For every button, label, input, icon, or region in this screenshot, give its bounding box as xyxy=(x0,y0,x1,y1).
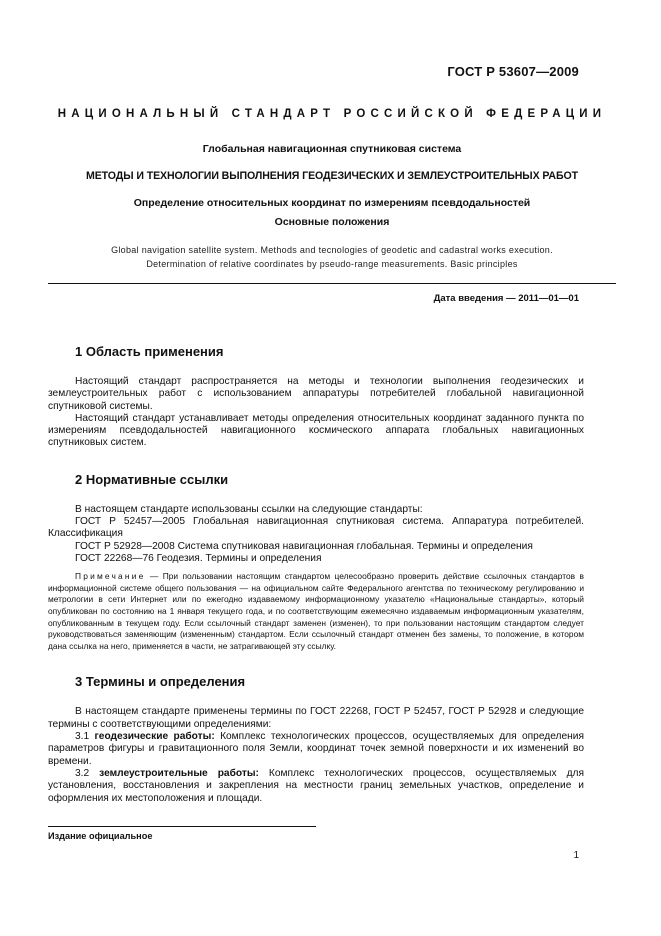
note-text: — При пользовании настоящим стандартом целесообразно проверить действие ссылочных стандартов в информационной системе общего пользования — на официальном сайте Федерального агентства по техническому регулированию и метрологии в сети Интернет или по ежегодно издаваемому информационному указателю «Национальные стандарты», который опубликован по состоянию на 1 января текущего года, и по соответствующим ежемесячно издаваемым информационным указателям, опубликованным в текущем году. Если ссылочный стандарт заменен (изменен), то при пользовании настоящим стандартом следует руководствоваться заменяющим (измененным) стандартом. Если ссылочный стандарт отменен без замены, то положение, в котором дана ссылка на него, применяется в части, не затрагивающей эту ссылку. xyxy=(48,571,584,651)
footer-divider xyxy=(48,826,316,827)
reference-item: ГОСТ 22268—76 Геодезия. Термины и определения xyxy=(75,552,322,564)
paragraph: Настоящий стандарт распространяется на методы и технологии выполнения геодезических и землеустроительных работ с использованием аппаратуры потребителей глобальной навигационной спутниковой системы. xyxy=(48,376,584,412)
page-number: 1 xyxy=(573,850,579,861)
title-system: Глобальная навигационная спутниковая система xyxy=(202,143,462,155)
section-normative-references xyxy=(48,472,584,653)
term-name: геодезические работы: xyxy=(94,731,215,743)
note-paragraph xyxy=(48,571,584,652)
term-number: 3.2 xyxy=(75,767,100,779)
reference-item: ГОСТ Р 52928—2008 Система спутниковая навигационная глобальная. Термины и определения xyxy=(75,540,533,552)
section-heading: 3 Термины и определения xyxy=(75,674,246,690)
reference-item: ГОСТ Р 52457—2005 Глобальная навигационная спутниковая система. Аппаратура потребителей. Классификация xyxy=(48,516,584,540)
title-english-line: Global navigation satellite system. Methods and tecnologies of geodetic and cadastral works execution. xyxy=(111,245,553,255)
section-heading: 2 Нормативные ссылки xyxy=(75,471,229,487)
term-name: землеустроительные работы: xyxy=(99,767,259,779)
paragraph: В настоящем стандарте применены термины по ГОСТ 22268, ГОСТ Р 52457, ГОСТ Р 52928 и следующие термины с соответствующими определениями: xyxy=(48,706,584,730)
note-label: Примечание xyxy=(75,571,146,582)
title-block xyxy=(48,143,616,271)
term-number: 3.1 xyxy=(75,731,95,743)
document-body xyxy=(48,344,584,827)
term-definition xyxy=(48,731,584,768)
introduction-date: Дата введения — 2011—01—01 xyxy=(433,293,579,304)
title-divider xyxy=(48,283,616,284)
term-text: Комплекс технологических процессов, осуществляемых для установления, восстановления и закрепления на местности границ земельных участков, определение и оформления их местоположения и площади. xyxy=(48,767,584,804)
paragraph: Настоящий стандарт устанавливает методы определения относительных координат заданного пункта по измерениям псевдодальностей навигационного космического аппарата глобальных навигационных спутниковых систем. xyxy=(48,412,584,449)
title-basic-provisions: Основные положения xyxy=(274,216,390,228)
term-definition xyxy=(48,768,584,805)
title-main: МЕТОДЫ И ТЕХНОЛОГИИ ВЫПОЛНЕНИЯ ГЕОДЕЗИЧЕСКИХ И ЗЕМЛЕУСТРОИТЕЛЬНЫХ РАБОТ xyxy=(85,170,578,182)
national-standard-banner: НАЦИОНАЛЬНЫЙ СТАНДАРТ РОССИЙСКОЙ ФЕДЕРАЦИИ xyxy=(57,108,607,120)
official-edition-label: Издание официальное xyxy=(48,831,153,841)
title-english xyxy=(48,243,616,271)
paragraph: В настоящем стандарте использованы ссылки на следующие стандарты: xyxy=(75,503,423,515)
section-heading: 1 Область применения xyxy=(75,344,224,359)
section-scope xyxy=(48,344,584,450)
document-code: ГОСТ Р 53607—2009 xyxy=(447,64,579,79)
term-text: Комплекс технологических процессов, осуществляемых для определения параметров фигуры и гравитационного поля Земли, координат точек земной поверхности и их изменений во времени. xyxy=(48,731,584,767)
title-subtitle: Определение относительных координат по измерениям псевдодальностей xyxy=(133,197,531,209)
section-terms-definitions xyxy=(48,674,584,804)
title-english-line: Determination of relative coordinates by pseudo-range measurements. Basic principles xyxy=(146,259,518,269)
